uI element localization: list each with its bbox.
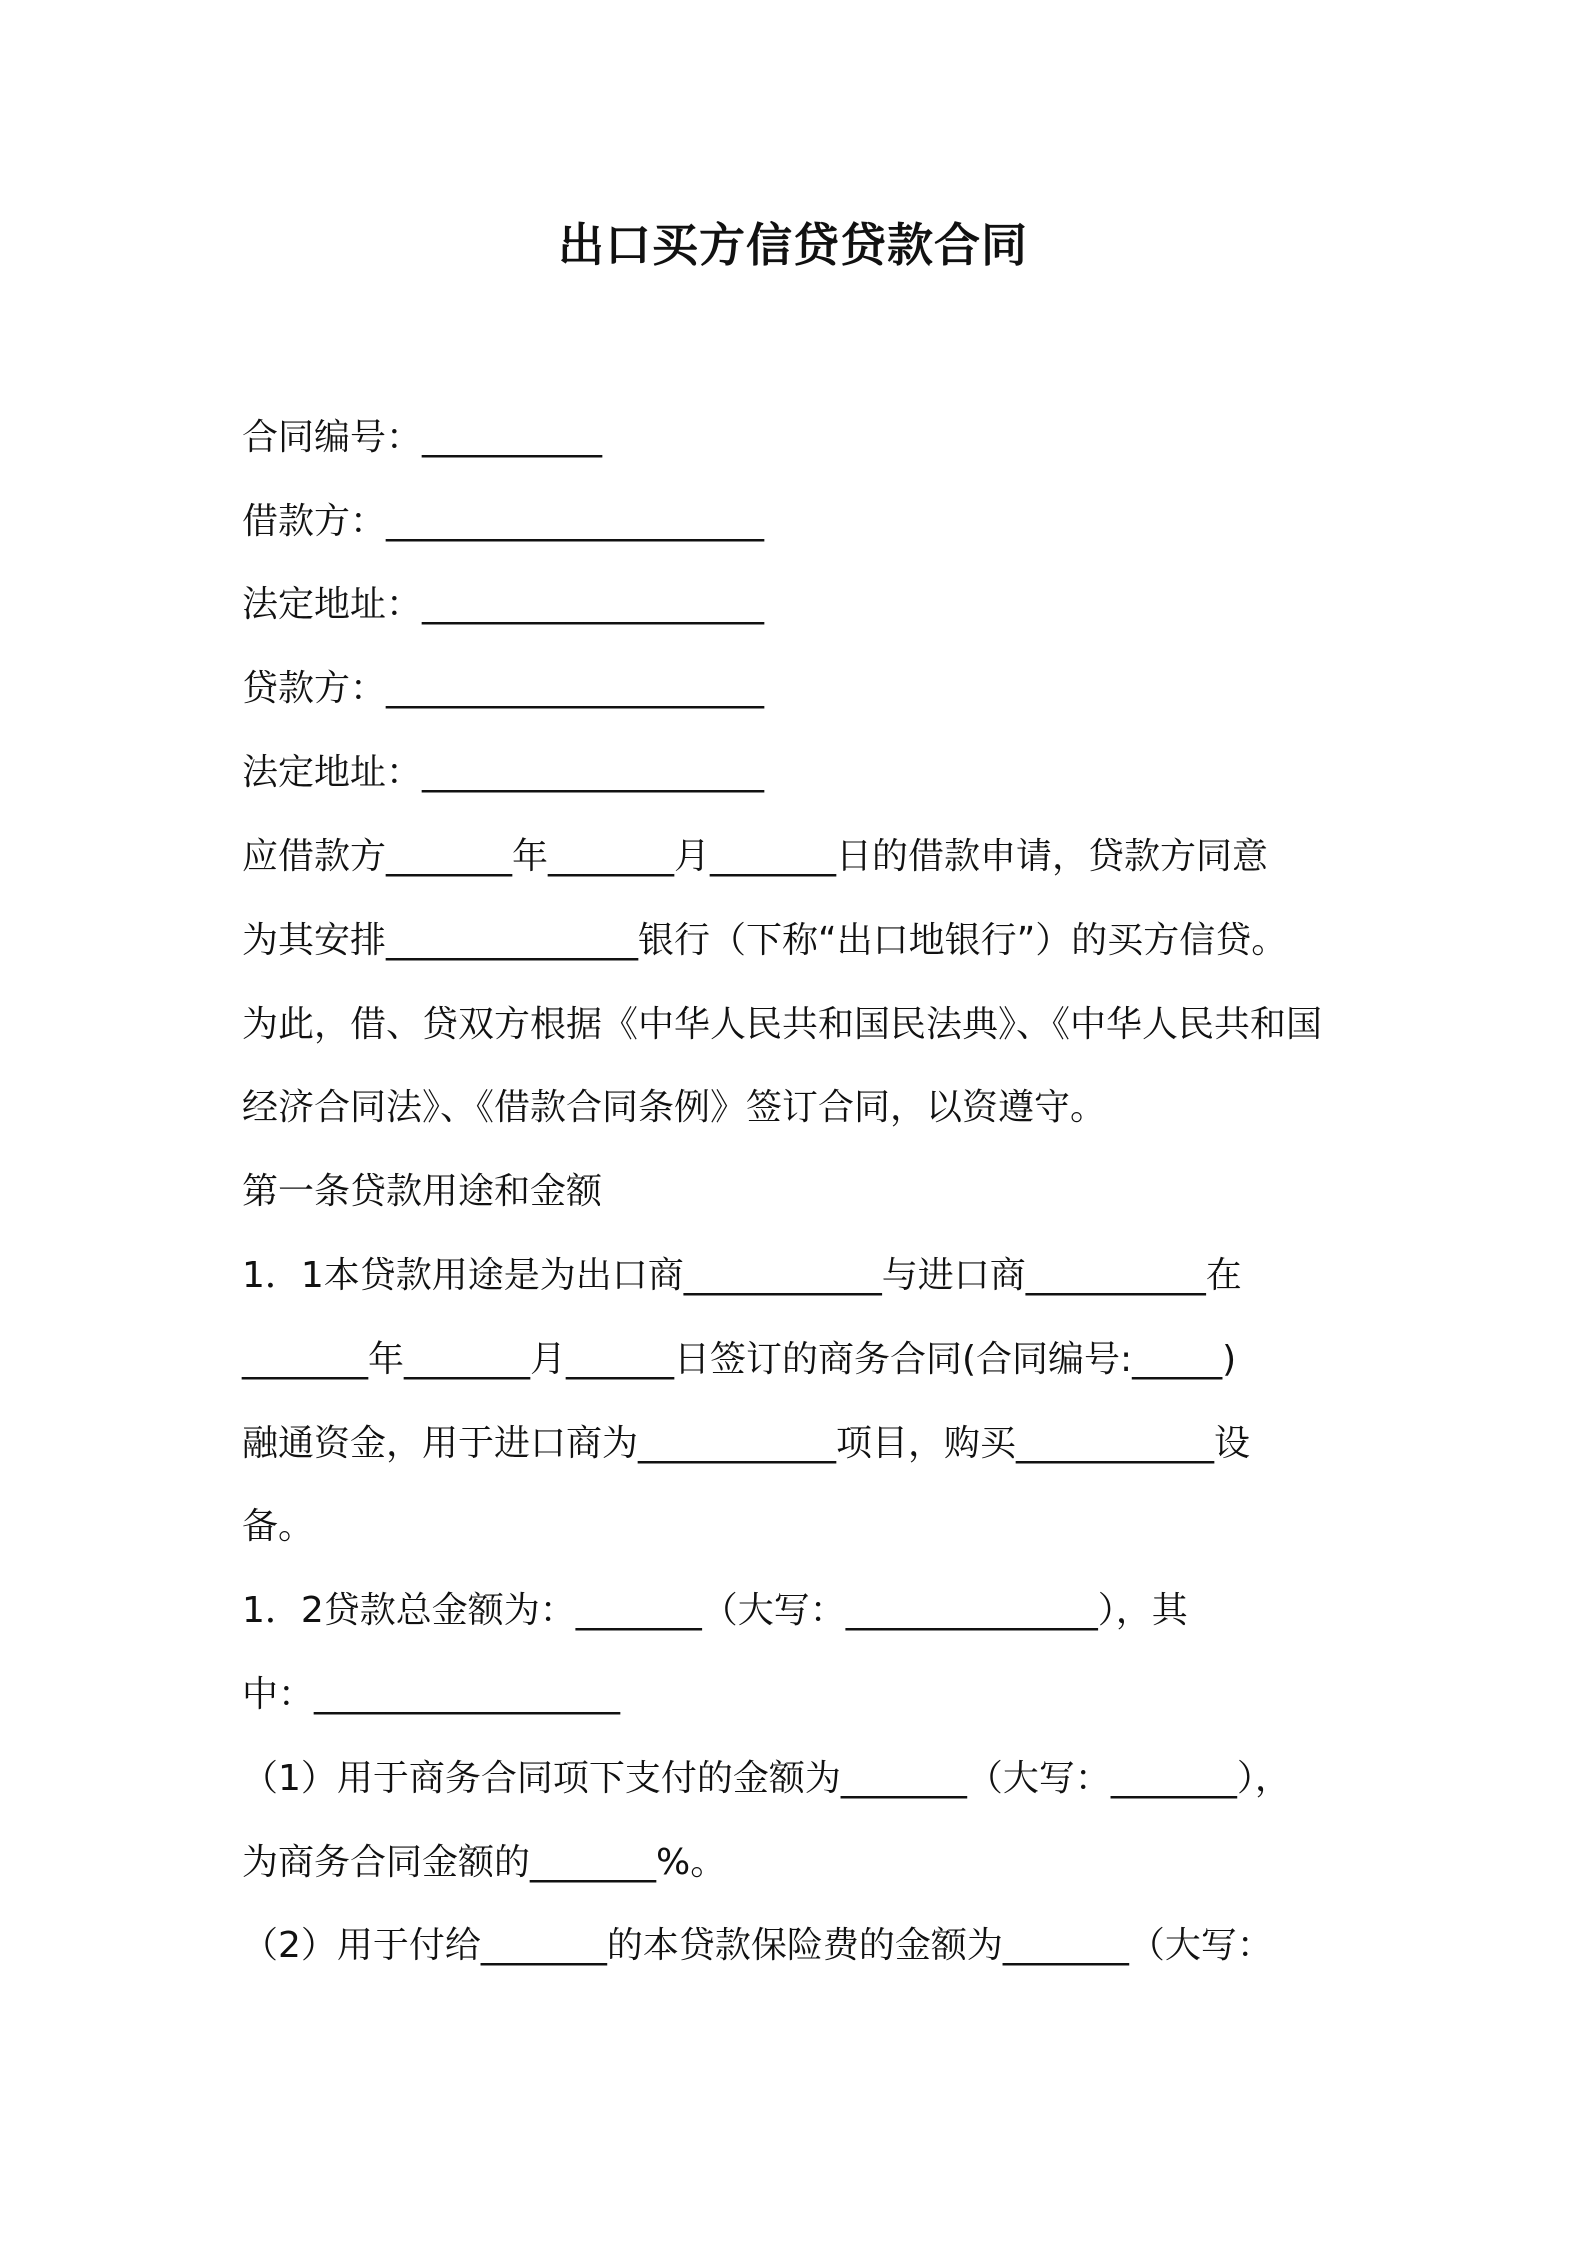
- clause-line: _______年_______月______日签订的商务合同(合同编号:_____): [242, 1339, 1237, 1380]
- paragraph-line: 经济合同法》、《借款合同条例》签订合同，以资遵守。: [242, 1087, 1107, 1128]
- paragraph-line: 应借款方_______年_______月_______日的借款申请，贷款方同意: [242, 836, 1269, 877]
- borrower-line: 借款方：_____________________: [242, 501, 765, 542]
- clause-line: 融通资金，用于进口商为___________项目，购买___________设: [242, 1423, 1251, 1464]
- clause-line: 为商务合同金额的_______%。: [242, 1842, 727, 1883]
- lender-address-line: 法定地址：___________________: [242, 752, 765, 793]
- clause-line: （1）用于商务合同项下支付的金额为_______（大写：_______），: [242, 1758, 1291, 1799]
- clause-line: 中：_________________: [242, 1674, 621, 1715]
- document-title: 出口买方信贷贷款合同: [558, 218, 1028, 272]
- borrower-address-line: 法定地址：___________________: [242, 584, 765, 625]
- paragraph-line: 为此，借、贷双方根据《中华人民共和国民法典》、《中华人民共和国: [242, 1004, 1323, 1045]
- clause-line: 备。: [242, 1506, 315, 1547]
- clause-line: 1．2贷款总金额为：_______（大写：______________），其: [242, 1590, 1188, 1631]
- clause-line: 1．1本贷款用途是为出口商___________与进口商__________在: [242, 1255, 1242, 1296]
- paragraph-line: 为其安排______________银行（下称“出口地银行”）的买方信贷。: [242, 920, 1288, 961]
- contract-number-line: 合同编号：__________: [242, 417, 603, 458]
- lender-line: 贷款方：_____________________: [242, 668, 765, 709]
- section-heading: 第一条贷款用途和金额: [242, 1171, 603, 1212]
- clause-line: （2）用于付给_______的本贷款保险费的金额为_______（大写：: [242, 1925, 1273, 1966]
